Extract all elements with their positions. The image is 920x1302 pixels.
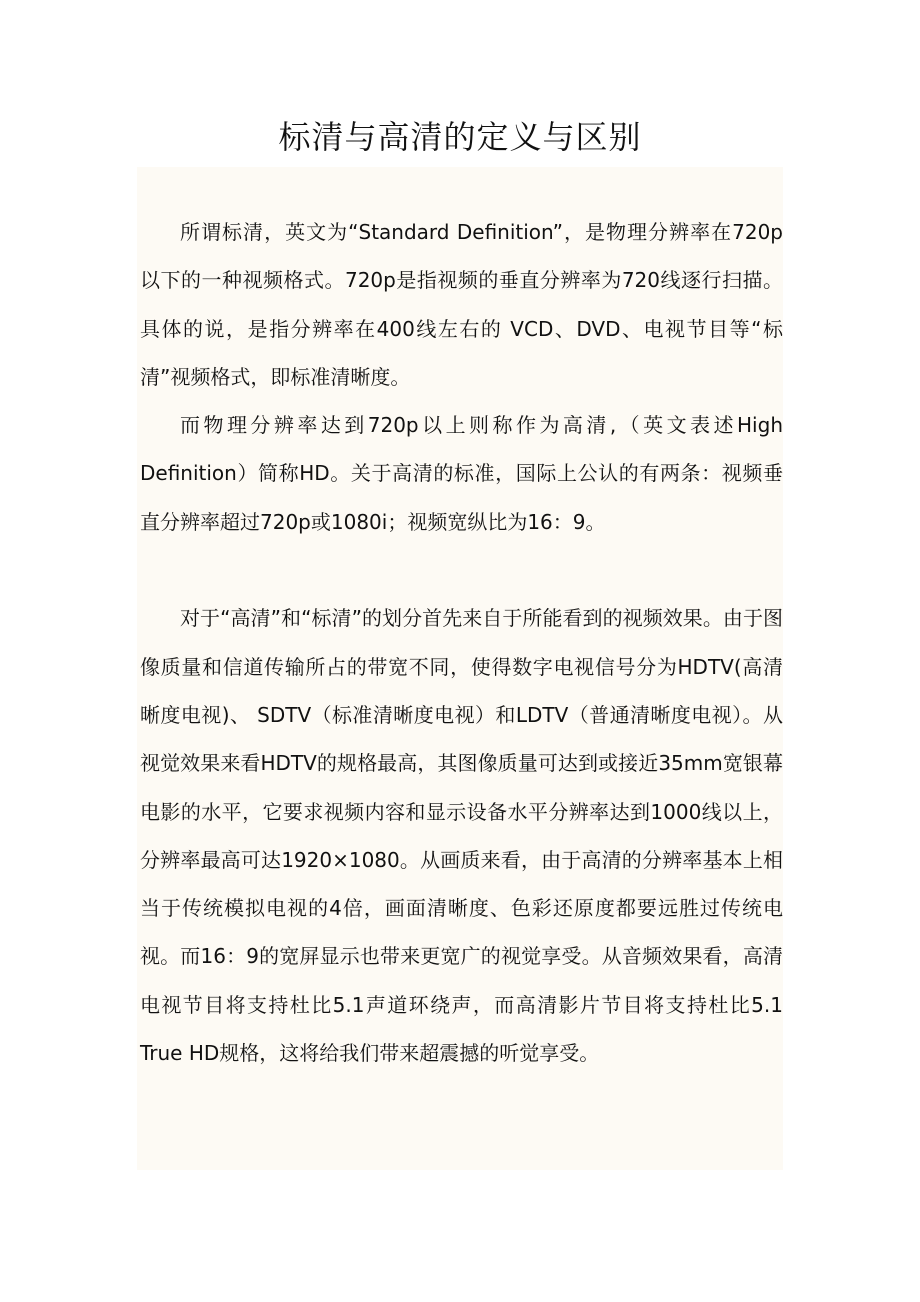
paragraph-hd-sd-comparison: 对于“高清”和“标清”的划分首先来自于所能看到的视频效果。由于图像质量和信道传输所占的带宽不同，使得数字电视信号分为HDTV(高清晰度电视)、 SDTV（标准清晰度电视）和LDTV（普通清晰度电视）。从视觉效果来看HDTV的规格最高，其图像质量可达到或接近35mm宽银幕电影的水平，它要求视频内容和显示设备水平分辨率达到1000线以上，分辨率最高可达1920×1080。从画质来看，由于高清的分辨率基本上相当于传统模拟电视的4倍，画面清晰度、色彩还原度都要远胜过传统电视。而16：9的宽屏显示也带来更宽广的视觉享受。从音频效果看，高清电视节目将支持杜比5.1声道环绕声，而高清影片节目将支持杜比5.1 True HD规格，这将给我们带来超震撼的听觉享受。 xyxy=(140,606,783,1066)
paragraph-spacer xyxy=(140,546,783,594)
document-body xyxy=(140,208,783,1077)
paragraph-hd-definition: 而物理分辨率达到720p以上则称作为高清,（英文表述High Definition）简称HD。关于高清的标准，国际上公认的有两条：视频垂直分辨率超过720p或1080i；视频宽纵比为16：9。 xyxy=(140,413,783,534)
paragraph-sd-definition: 所谓标清，英文为“Standard Definition”，是物理分辨率在720p以下的一种视频格式。720p是指视频的垂直分辨率为720线逐行扫描。具体的说，是指分辨率在400线左右的 VCD、DVD、电视节目等“标清”视频格式，即标准清晰度。 xyxy=(140,220,783,389)
page-title: 标清与高清的定义与区别 xyxy=(278,118,642,156)
